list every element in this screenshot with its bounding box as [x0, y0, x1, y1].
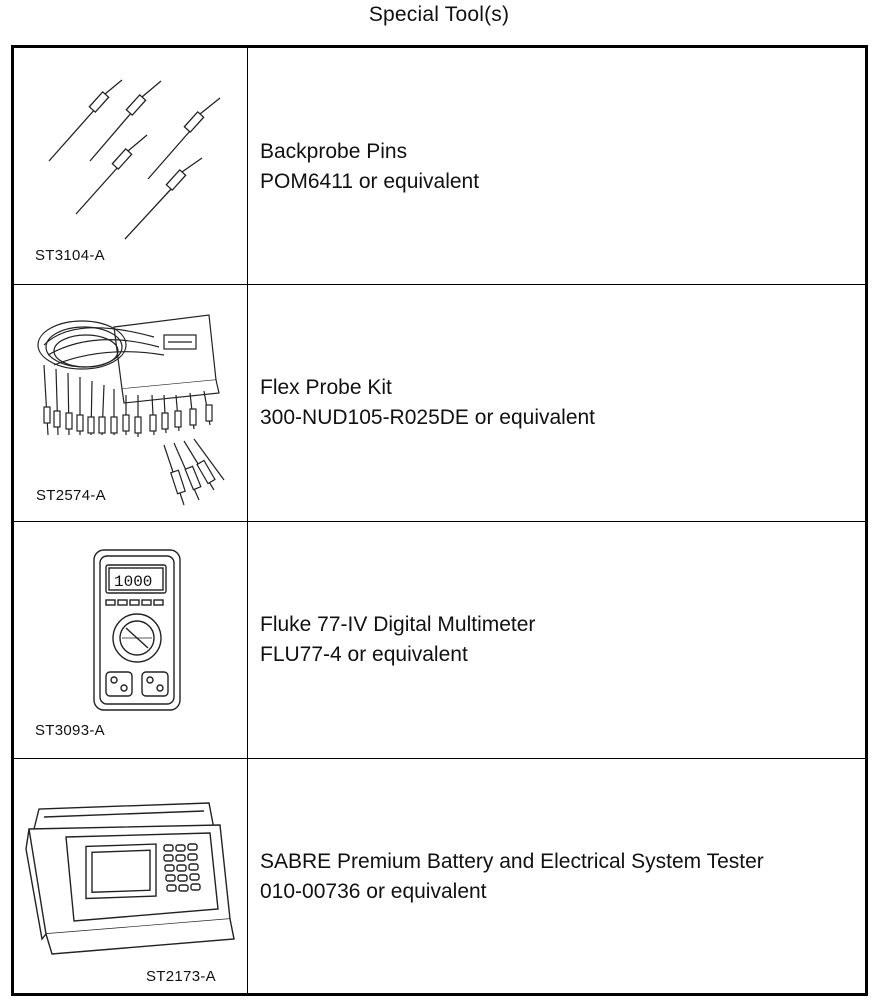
tool-description — [260, 847, 764, 907]
battery-tester-illustration — [14, 759, 248, 995]
table-row — [14, 759, 865, 996]
tool-image-cell — [14, 285, 248, 521]
special-tools-table — [11, 45, 868, 996]
tool-part-number: 300-NUD105-R025DE or equivalent — [260, 406, 596, 429]
tool-image-cell — [14, 759, 248, 996]
tool-description — [260, 610, 535, 670]
tool-part-number: 010-00736 or equivalent — [260, 880, 487, 903]
multimeter-reading: 1000 — [114, 573, 153, 591]
table-row — [14, 48, 865, 285]
table-row — [14, 522, 865, 759]
tool-code: ST3104-A — [35, 247, 105, 264]
tool-name: SABRE Premium Battery and Electrical System Tester — [260, 850, 764, 873]
tool-name: Flex Probe Kit — [260, 376, 392, 399]
tool-part-number: POM6411 or equivalent — [260, 170, 480, 193]
tool-code: ST2173-A — [146, 968, 216, 985]
tool-image-cell — [14, 48, 248, 284]
table-row — [14, 285, 865, 522]
page-title: Special Tool(s) — [368, 3, 510, 26]
tool-name: Backprobe Pins — [260, 140, 408, 163]
tool-code: ST2574-A — [36, 487, 106, 504]
tool-image-cell — [14, 522, 248, 758]
tool-code: ST3093-A — [35, 722, 105, 739]
tool-part-number: FLU77-4 or equivalent — [260, 643, 468, 666]
flex-probe-kit-illustration — [14, 285, 248, 521]
tool-description — [260, 137, 479, 197]
tool-name: Fluke 77-IV Digital Multimeter — [260, 613, 536, 636]
tool-description — [260, 373, 595, 433]
